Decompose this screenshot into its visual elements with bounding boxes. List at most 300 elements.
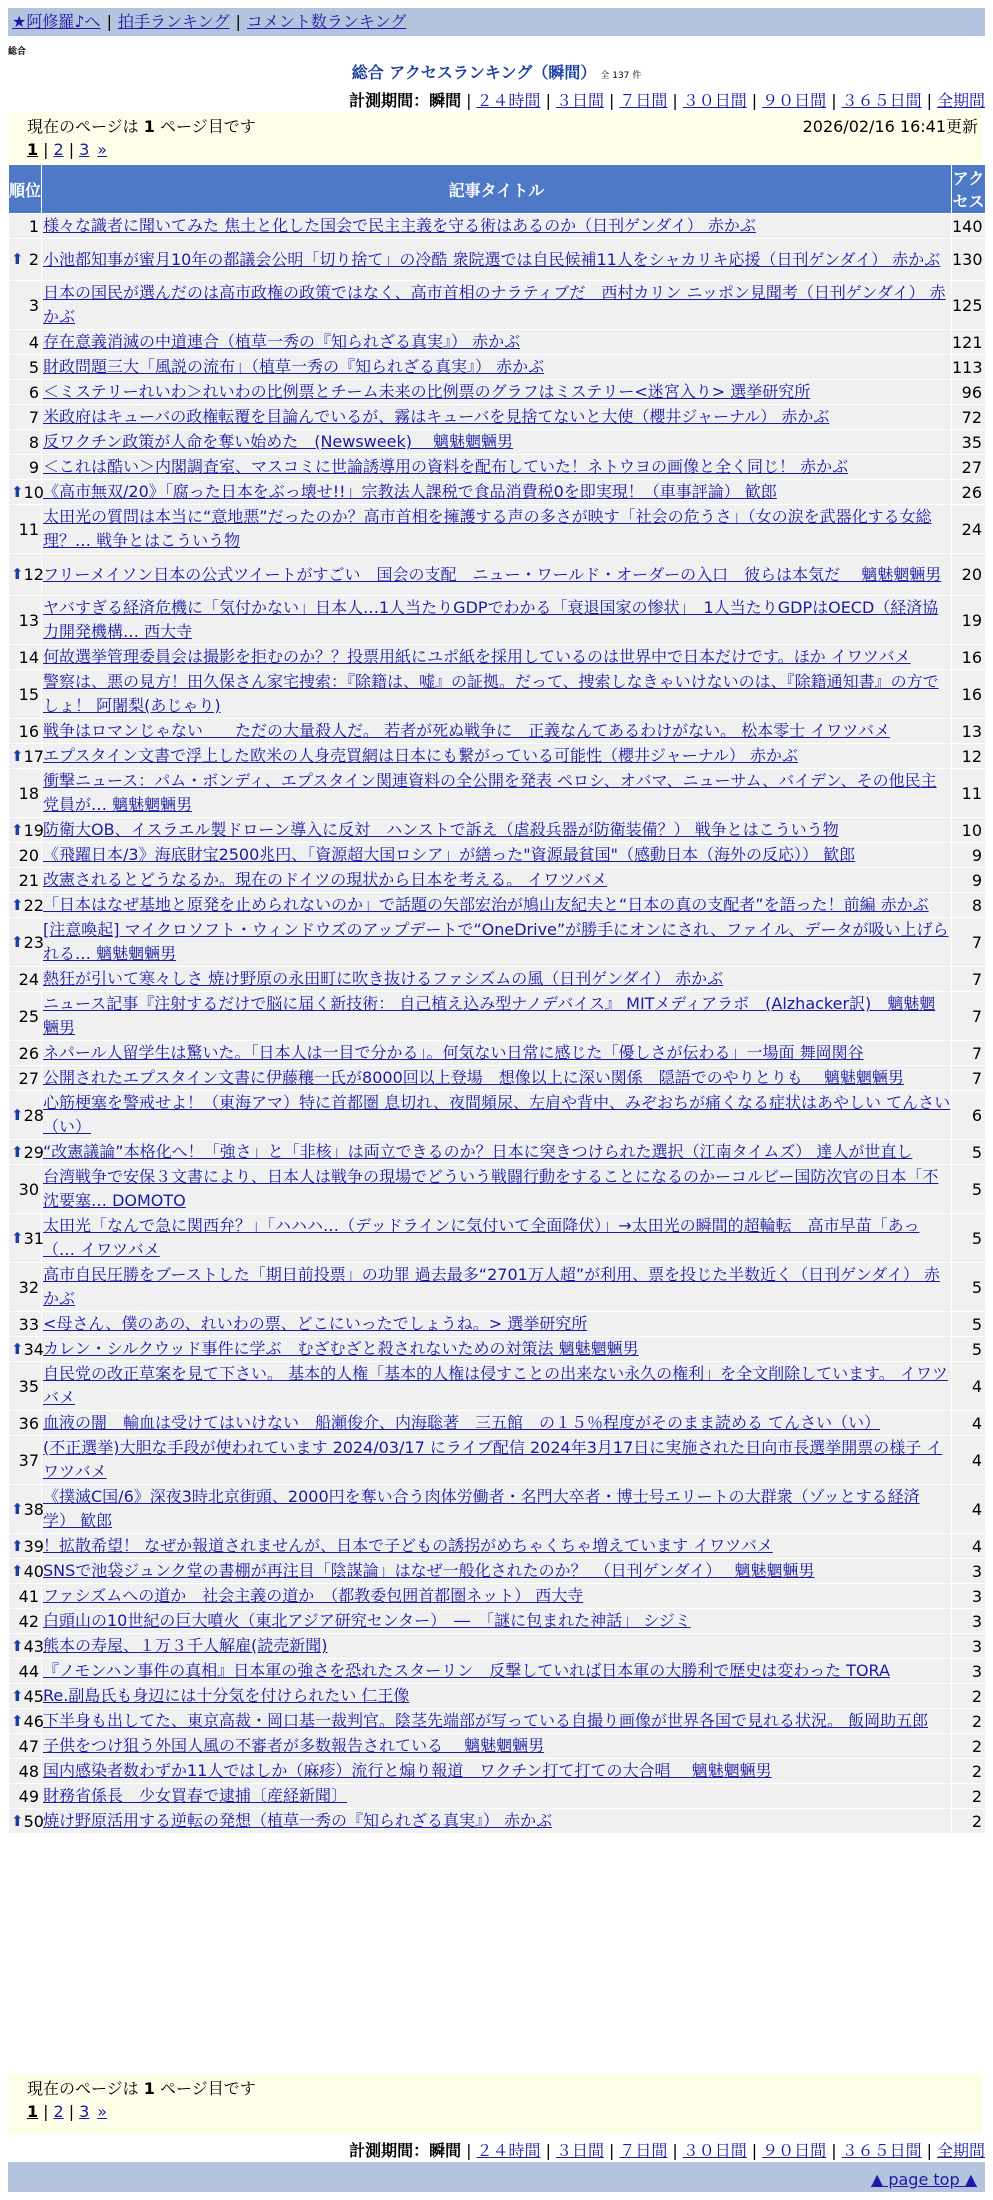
rank-cell xyxy=(9,645,42,670)
rank-cell xyxy=(9,1584,42,1609)
table-row xyxy=(9,1809,986,1834)
access-count: 2 xyxy=(952,1809,986,1834)
count-header: アクセス xyxy=(952,165,986,214)
separator: | xyxy=(608,91,615,110)
rank-cell xyxy=(9,1784,42,1809)
rank-number: 6 xyxy=(28,382,39,402)
page-link-current: 1 xyxy=(27,140,39,159)
article-title-link[interactable]: 米政府はキューバの政権転覆を目論んでいるが、霧はキューバを見捨てないと大使（櫻井ジャーナル） 赤かぶ xyxy=(43,407,830,426)
rank-number: 1 xyxy=(28,216,39,236)
separator: | xyxy=(926,91,932,110)
page-links xyxy=(27,140,107,159)
access-count: 4 xyxy=(952,1436,986,1485)
rank-header: 順位 xyxy=(9,165,42,214)
table-row xyxy=(9,868,986,893)
period-label: 計測期間： xyxy=(349,91,430,110)
table-row xyxy=(9,1559,986,1584)
rank-up-arrow-icon: ⬆ xyxy=(11,820,24,839)
access-count: 5 xyxy=(952,1140,986,1165)
article-title-link[interactable]: 熊本の寿屋、１万３千人解雇(読売新聞) xyxy=(43,1636,328,1655)
rank-number: 17 xyxy=(23,746,44,766)
title-cell xyxy=(42,1734,952,1759)
access-count: 5 xyxy=(952,1337,986,1362)
article-title-link[interactable]: 小池都知事が蜜月10年の都議会公明「切り捨て」の冷酷 衆院選では自民候補11人をシャカリキ応援（日刊ゲンダイ） 赤かぶ xyxy=(43,249,941,269)
article-title-link[interactable]: ファシズムへの道か 社会主義の道か （都教委包囲首都圏ネット） 西大寺 xyxy=(43,1586,584,1605)
article-title-link[interactable]: 太田光の質問は本当に“意地悪”だったのか？高市首相を擁護する声の多さが映す「社会の危うさ」（女の涙を武器化する女総理？… 戦争とはこういう物 xyxy=(43,507,932,550)
rank-up-arrow-icon: ⬆ xyxy=(11,1686,24,1705)
article-title-link[interactable]: Re.副島氏も身辺には十分気を付けられたい 仁王像 xyxy=(43,1686,410,1705)
period-link[interactable]: ９０日間 xyxy=(762,2141,827,2160)
article-title-link[interactable]: 改憲されるとどうなるか。現在のドイツの現状から日本を考える。 イワツバメ xyxy=(43,870,607,889)
period-selector-bottom xyxy=(349,2138,985,2161)
comment-ranking-link[interactable]: コメント数ランキング xyxy=(246,12,407,31)
table-row xyxy=(9,1609,986,1634)
title-cell xyxy=(42,1559,952,1584)
access-count: 16 xyxy=(952,645,986,670)
title-cell xyxy=(42,1214,952,1263)
article-title-link[interactable]: フリーメイソン日本の公式ツイートがすごい 国会の支配 ニュー・ワールド・オーダーの入口 彼らは本気だ 魑魅魍魎男 xyxy=(43,564,942,584)
page-top-link[interactable]: ▲ page top ▲ xyxy=(870,2170,977,2189)
rank-number: 24 xyxy=(18,969,39,989)
article-title-link[interactable]: “改憲議論”本格化へ！「強さ」と「非核」は両立できるのか？日本に突きつけられた選択（江南タイムズ） 達人が世直し xyxy=(43,1142,913,1161)
rank-number: 49 xyxy=(18,1786,39,1806)
rank-number: 28 xyxy=(23,1105,44,1125)
article-title-link[interactable]: SNSで池袋ジュンク堂の書棚が再注目「陰謀論」はなぜ一般化されたのか？ （日刊ゲンダイ） 魑魅魍魎男 xyxy=(43,1561,815,1580)
current-page-number: 1 xyxy=(143,117,155,136)
title-cell xyxy=(42,918,952,967)
table-row xyxy=(9,1091,986,1140)
rank-cell xyxy=(9,893,42,918)
table-row xyxy=(9,1214,986,1263)
rank-up-arrow-icon: ⬆ xyxy=(11,932,24,951)
article-title-link[interactable]: (不正選挙)大胆な手段が使われています 2024/03/17 にライブ配信 2024年3月17日に実施された日向市長選挙開票の様子 イワツバメ xyxy=(43,1438,943,1481)
page-link[interactable]: 2 xyxy=(53,140,64,159)
title-cell xyxy=(42,505,952,554)
separator: | xyxy=(43,140,49,159)
article-title-link[interactable]: 『ノモンハン事件の真相』日本軍の強さを恐れたスターリン 反撃していれば日本軍の大勝利で歴史は変わった TORA xyxy=(43,1661,890,1680)
table-row xyxy=(9,330,986,355)
rank-up-arrow-icon: ⬆ xyxy=(11,1561,24,1580)
access-count: 4 xyxy=(952,1411,986,1436)
rank-number: 46 xyxy=(23,1711,44,1731)
rank-up-arrow-icon: ⬆ xyxy=(11,1536,24,1555)
article-title-link[interactable]: 《撲滅C国/6》深夜3時北京街頭、2000円を奪い合う肉体労働者・名門大卒者・博士号エリートの大群衆（ゾッとする経済学） 歓郎 xyxy=(43,1487,920,1530)
rank-up-arrow-icon: ⬆ xyxy=(11,1811,24,1830)
rank-cell xyxy=(9,1337,42,1362)
rank-cell xyxy=(9,1534,42,1559)
period-link[interactable]: ２４時間 xyxy=(476,2141,541,2160)
rank-cell xyxy=(9,1759,42,1784)
article-title-link[interactable]: ＜ミステリーれいわ＞れいわの比例票とチーム未来の比例票のグラフはミステリー<迷宮入り> 選挙研究所 xyxy=(43,382,811,401)
rank-number: 12 xyxy=(23,565,44,584)
rank-up-arrow-icon: ⬆ xyxy=(11,1228,24,1247)
access-count: 3 xyxy=(952,1584,986,1609)
rank-cell xyxy=(9,1709,42,1734)
article-title-link[interactable]: 存在意義消滅の中道連合（植草一秀の『知られざる真実』） 赤かぶ xyxy=(43,332,521,351)
rank-number: 4 xyxy=(28,332,39,352)
title-cell xyxy=(42,843,952,868)
total-count: 全 137 件 xyxy=(600,71,642,81)
table-row xyxy=(9,355,986,380)
rank-number: 13 xyxy=(18,610,39,630)
rank-cell xyxy=(9,1559,42,1584)
article-title-link[interactable]: ニュース記事『注射するだけで脳に届く新技術： 自己植え込み型ナノデバイス』 MITメディアラボ (Alzhacker訳) 魑魅魍魎男 xyxy=(43,994,936,1037)
table-row xyxy=(9,1534,986,1559)
period-link[interactable]: 全期間 xyxy=(936,2141,985,2160)
article-title-link[interactable]: 防衛大OB、イスラエル製ドローン導入に反対 ハンストで訴え（虐殺兵器が防衛装備？） 戦争とはこういう物 xyxy=(43,820,839,839)
table-row xyxy=(9,281,986,330)
separator: | xyxy=(608,2141,615,2160)
separator: | xyxy=(68,2102,75,2121)
article-title-link[interactable]: 子供をつけ狙う外国人風の不審者が多数報告されている 魑魅魍魎男 xyxy=(43,1736,545,1755)
top-nav-bar: ★阿修羅♪へ | 拍手ランキング | コメント数ランキング xyxy=(8,8,985,36)
article-title-link[interactable]: <母さん、僕のあの、れいわの票、どこにいったでしょうね。> 選挙研究所 xyxy=(43,1314,588,1333)
table-row xyxy=(9,818,986,843)
article-title-link[interactable]: [注意喚起] マイクロソフト・ウィンドウズのアップデートで“OneDrive”が勝手にオンにされ、ファイル、データが吸い上げられる… 魑魅魍魎男 xyxy=(43,920,949,963)
title-cell xyxy=(42,554,952,596)
title-cell xyxy=(42,1659,952,1684)
rank-number: 23 xyxy=(23,932,44,952)
access-count: 5 xyxy=(952,1165,986,1214)
rank-cell xyxy=(9,1066,42,1091)
rank-up-arrow-icon: ⬆ xyxy=(11,895,24,914)
title-cell xyxy=(42,1140,952,1165)
page-link[interactable]: 3 xyxy=(79,2102,90,2121)
access-count: 6 xyxy=(952,1091,986,1140)
article-title-link[interactable]: 国内感染者数わずか11人ではしか（麻疹）流行と煽り報道 ワクチン打て打ての大合唱 魑魅魍魎男 xyxy=(43,1761,772,1780)
access-count: 4 xyxy=(952,1362,986,1411)
table-row xyxy=(9,430,986,455)
access-count: 26 xyxy=(952,480,986,505)
table-row xyxy=(9,843,986,868)
table-row xyxy=(9,1784,986,1809)
article-title-link[interactable]: 公開されたエプスタイン文書に伊藤穰一氏が8000回以上登場 想像以上に深い関係 隠語でのやりとりも 魑魅魍魎男 xyxy=(43,1068,904,1087)
rank-number: 37 xyxy=(18,1450,39,1470)
access-count: 24 xyxy=(952,505,986,554)
period-link[interactable]: ３日間 xyxy=(555,91,604,110)
home-link[interactable]: ★阿修羅♪へ xyxy=(12,12,101,31)
rank-cell xyxy=(9,868,42,893)
table-row xyxy=(9,554,986,596)
table-row xyxy=(9,719,986,744)
article-title-link[interactable]: ネパール人留学生は驚いた。「日本人は一目で分かる」。何気ない日常に感じた「優しさが伝わる」一場面 舞岡関谷 xyxy=(43,1043,864,1062)
rank-number: 47 xyxy=(18,1736,39,1756)
title-cell xyxy=(42,1485,952,1534)
article-title-link[interactable]: 《高市無双/20》「腐った日本をぶっ壊せ!!」宗教法人課税で食品消費税0を即実現！（車事評論） 歓郎 xyxy=(43,482,777,501)
title-header: 記事タイトル xyxy=(42,165,952,214)
title-cell xyxy=(42,1091,952,1140)
access-count: 19 xyxy=(952,596,986,645)
access-count: 7 xyxy=(952,1066,986,1091)
rank-number: 15 xyxy=(18,684,39,704)
period-link[interactable]: 全期間 xyxy=(936,91,985,110)
table-row xyxy=(9,1759,986,1784)
access-count: 13 xyxy=(952,719,986,744)
rank-cell xyxy=(9,480,42,505)
article-title-link[interactable]: 日本の国民が選んだのは高市政権の政策ではなく、高市首相のナラティブだ 西村カリン ニッポン見聞考（日刊ゲンダイ） 赤かぶ xyxy=(43,283,946,326)
rank-number: 45 xyxy=(23,1686,44,1706)
page-link-current: 1 xyxy=(27,2102,39,2121)
table-row xyxy=(9,1411,986,1436)
article-title-link[interactable]: エプスタイン文書で浮上した欧米の人身売買網は日本にも繋がっている可能性（櫻井ジャーナル） 赤かぶ xyxy=(43,746,799,765)
title-cell xyxy=(42,1534,952,1559)
article-title-link[interactable]: 太田光「なんで急に関西弁？」「ハハハ…（デッドラインに気付いて全面降伏）」→太田光の瞬間的超輪転 高市早苗「あっ（… イワツバメ xyxy=(43,1216,920,1259)
rank-cell xyxy=(9,719,42,744)
table-row xyxy=(9,769,986,818)
access-count: 8 xyxy=(952,893,986,918)
title-cell xyxy=(42,1066,952,1091)
separator: | xyxy=(751,91,758,110)
clap-ranking-link[interactable]: 拍手ランキング xyxy=(117,12,230,31)
access-count: 7 xyxy=(952,992,986,1041)
access-count: 2 xyxy=(952,1684,986,1709)
rank-cell xyxy=(9,380,42,405)
title-cell xyxy=(42,281,952,330)
access-count: 27 xyxy=(952,455,986,480)
ranking-table xyxy=(8,164,986,1834)
article-title-link[interactable]: 下半身も出してた、東京高裁・岡口基一裁判官。陰茎先端部が写っている自撮り画像が世界各国で見れる状況。 飯岡助五郎 xyxy=(43,1711,929,1730)
separator: | xyxy=(466,2141,472,2160)
rank-cell xyxy=(9,405,42,430)
period-link[interactable]: ３０日間 xyxy=(682,91,747,110)
title-cell xyxy=(42,480,952,505)
table-row xyxy=(9,405,986,430)
separator: | xyxy=(672,2141,678,2160)
title-cell xyxy=(42,239,952,281)
access-count: 11 xyxy=(952,769,986,818)
rank-cell xyxy=(9,1041,42,1066)
title-cell xyxy=(42,818,952,843)
next-page-link[interactable]: » xyxy=(97,2102,108,2121)
rank-cell xyxy=(9,1659,42,1684)
rank-cell xyxy=(9,455,42,480)
article-title-link[interactable]: 様々な識者に聞いてみた 焦土と化した国会で民主主義を守る術はあるのか（日刊ゲンダイ） 赤かぶ xyxy=(43,216,756,235)
access-count: 130 xyxy=(952,239,986,281)
article-title-link[interactable]: ヤバすぎる経済危機に「気付かない」日本人…1人当たりGDPでわかる「衰退国家の惨状」 1人当たりGDPはOECD（経済協力開発機構… 西大寺 xyxy=(43,598,939,641)
rank-number: 8 xyxy=(28,432,39,452)
rank-number: 2 xyxy=(28,250,39,269)
period-link[interactable]: ９０日間 xyxy=(762,91,827,110)
table-row xyxy=(9,918,986,967)
table-row xyxy=(9,893,986,918)
rank-cell xyxy=(9,1263,42,1312)
rank-number: 30 xyxy=(18,1179,39,1199)
access-count: 9 xyxy=(952,868,986,893)
article-title-link[interactable]: 台湾戦争で安保３文書により、日本人は戦争の現場でどういう戦闘行動をすることになるのかーコルビー国防次官の日本「不沈要塞… DOMOTO xyxy=(43,1167,939,1210)
page-title: 総合 アクセスランキング（瞬間） 全 137 件 xyxy=(351,63,642,82)
rank-cell xyxy=(9,918,42,967)
article-title-link[interactable]: ！拡散希望！ なぜか報道されませんが、日本で子どもの誘拐がめちゃくちゃ増えています イワツバメ xyxy=(43,1536,773,1555)
title-cell xyxy=(42,330,952,355)
rank-cell xyxy=(9,818,42,843)
article-title-link[interactable]: 高市自民圧勝をブーストした「期日前投票」の功罪 過去最多“2701万人超”が利用、票を投じた半数近く（日刊ゲンダイ） 赤かぶ xyxy=(43,1265,940,1308)
access-count: 113 xyxy=(952,355,986,380)
rank-number: 32 xyxy=(18,1277,39,1297)
access-count: 4 xyxy=(952,1485,986,1534)
table-row xyxy=(9,380,986,405)
period-link[interactable]: ３０日間 xyxy=(682,2141,747,2160)
article-title-link[interactable]: 財政問題三大「風説の流布」（植草一秀の『知られざる真実』） 赤かぶ xyxy=(43,357,545,376)
rank-number: 9 xyxy=(28,457,39,477)
current-page-text: 現在のページは 1 ページ目です xyxy=(27,2079,256,2098)
rank-up-arrow-icon: ⬆ xyxy=(11,482,24,501)
table-row xyxy=(9,1734,986,1759)
title-cell xyxy=(42,645,952,670)
access-count: 5 xyxy=(952,1263,986,1312)
rank-cell xyxy=(9,1362,42,1411)
rank-number: 26 xyxy=(18,1043,39,1063)
table-row xyxy=(9,1684,986,1709)
rank-up-arrow-icon: ⬆ xyxy=(11,1636,24,1655)
period-link[interactable]: ２４時間 xyxy=(476,91,541,110)
rank-number: 41 xyxy=(18,1586,39,1606)
table-row xyxy=(9,1634,986,1659)
article-title-link[interactable]: 血液の闇 輸血は受けてはいけない 船瀬俊介、内海聡著 三五館 の１５％程度がそのまま読める てんさい（い） xyxy=(43,1413,881,1432)
title-cell xyxy=(42,1362,952,1411)
rank-number: 48 xyxy=(18,1761,39,1781)
rank-number: 22 xyxy=(23,895,44,915)
access-count: 2 xyxy=(952,1759,986,1784)
access-count: 7 xyxy=(952,1041,986,1066)
title-cell xyxy=(42,455,952,480)
table-row xyxy=(9,1312,986,1337)
title-cell xyxy=(42,670,952,719)
updated-time: 2026/02/16 16:41更新 xyxy=(802,117,978,136)
rank-number: 42 xyxy=(18,1611,39,1631)
article-title-link[interactable]: 心筋梗塞を警戒せよ！（東海アマ）特に首都圏 息切れ、夜間頻尿、左肩や背中、みぞおちが痛くなる症状はあやしい てんさい（い） xyxy=(43,1093,951,1136)
article-title-link[interactable]: 《飛躍日本/3》海底財宝2500兆円、「資源超大国ロシア」が繕った"資源最貧国"（感動日本（海外の反応）） 歓郎 xyxy=(43,845,856,864)
rank-up-arrow-icon: ⬆ xyxy=(11,1499,24,1518)
title-cell xyxy=(42,1759,952,1784)
article-title-link[interactable]: カレン・シルクウッド事件に学ぶ むざむざと殺されないための対策法 魑魅魍魎男 xyxy=(43,1339,639,1358)
table-row xyxy=(9,1165,986,1214)
period-link[interactable]: ７日間 xyxy=(619,2141,668,2160)
rank-number: 18 xyxy=(18,783,39,803)
rank-number: 40 xyxy=(23,1561,44,1581)
article-title-link[interactable]: 警察は、悪の見方！田久保さん家宅捜索：『除籍は、嘘』の証拠。だって、捜索しなきゃいけないのは、『除籍通知書』の方でしょ！ 阿闍梨(あじゃり) xyxy=(43,672,939,715)
current-page-number: 1 xyxy=(143,2079,155,2098)
access-count: 2 xyxy=(952,1709,986,1734)
page-links xyxy=(27,2102,107,2121)
period-link[interactable]: ３６５日間 xyxy=(841,91,922,110)
rank-cell xyxy=(9,1312,42,1337)
period-link[interactable]: ７日間 xyxy=(619,91,668,110)
access-count: 3 xyxy=(952,1634,986,1659)
title-cell xyxy=(42,967,952,992)
access-count: 7 xyxy=(952,967,986,992)
table-row xyxy=(9,1709,986,1734)
table-row xyxy=(9,1485,986,1534)
access-count: 3 xyxy=(952,1609,986,1634)
rank-cell xyxy=(9,670,42,719)
rank-number: 16 xyxy=(18,721,39,741)
title-cell xyxy=(42,769,952,818)
rank-cell xyxy=(9,505,42,554)
article-title-link[interactable]: 反ワクチン政策が人命を奪い始めた (Newsweek) 魑魅魍魎男 xyxy=(43,432,514,451)
separator: | xyxy=(43,2102,49,2121)
title-cell xyxy=(42,380,952,405)
article-title-link[interactable]: 「日本はなぜ基地と原発を止められないのか」で話題の矢部宏治が鳩山友紀夫と“日本の真の支配者”を語った！前編 赤かぶ xyxy=(43,895,929,914)
table-row xyxy=(9,505,986,554)
article-title-link[interactable]: 焼け野原活用する逆転の発想（植草一秀の『知られざる真実』） 赤かぶ xyxy=(43,1811,553,1830)
current-page-text: 現在のページは 1 ページ目です xyxy=(27,117,256,136)
title-cell xyxy=(42,1584,952,1609)
article-title-link[interactable]: 財務省係長 少女買春で逮捕〔産経新聞〕 xyxy=(43,1786,348,1805)
access-count: 2 xyxy=(952,1784,986,1809)
title-cell xyxy=(42,1337,952,1362)
rank-cell xyxy=(9,1091,42,1140)
separator: | xyxy=(545,91,551,110)
access-count: 5 xyxy=(952,1214,986,1263)
access-count: 10 xyxy=(952,818,986,843)
period-link[interactable]: ３６５日間 xyxy=(841,2141,922,2160)
article-title-link[interactable]: 何故選挙管理委員会は撮影を拒むのか？？投票用紙にユポ紙を採用しているのは世界中で日本だけです。ほか イワツバメ xyxy=(43,647,911,666)
rank-up-arrow-icon: ⬆ xyxy=(11,1142,24,1161)
title-cell xyxy=(42,214,952,239)
separator: | xyxy=(831,2141,837,2160)
rank-number: 7 xyxy=(28,407,39,427)
table-row xyxy=(9,480,986,505)
article-title-link[interactable]: ＜これは酷い＞内閣調査室、マスコミに世論誘導用の資料を配布していた！ネトウヨの画像と全く同じ！ 赤かぶ xyxy=(43,457,849,476)
page-link[interactable]: 2 xyxy=(53,2102,64,2121)
title-cell xyxy=(42,1634,952,1659)
rank-cell xyxy=(9,1609,42,1634)
title-cell xyxy=(42,744,952,769)
table-row xyxy=(9,670,986,719)
period-selector xyxy=(349,88,985,111)
rank-number: 21 xyxy=(18,870,39,890)
access-count: 3 xyxy=(952,1559,986,1584)
title-cell xyxy=(42,596,952,645)
rank-number: 31 xyxy=(23,1228,44,1248)
table-row xyxy=(9,967,986,992)
period-link[interactable]: ３日間 xyxy=(555,2141,604,2160)
article-title-link[interactable]: 自民党の改正草案を見て下さい。 基本的人権「基本的人権は侵すことの出来ない永久の権利」を全文削除しています。 イワツバメ xyxy=(43,1364,948,1407)
rank-cell xyxy=(9,1734,42,1759)
table-row xyxy=(9,1362,986,1411)
access-count: 96 xyxy=(952,380,986,405)
access-count: 7 xyxy=(952,918,986,967)
separator: | xyxy=(926,2141,932,2160)
rank-cell xyxy=(9,1809,42,1834)
table-row xyxy=(9,1263,986,1312)
article-title-link[interactable]: 白頭山の10世紀の巨大噴火（東北アジア研究センター） ― 「謎に包まれた神話」 シジミ xyxy=(43,1611,691,1630)
access-count: 16 xyxy=(952,670,986,719)
access-count: 12 xyxy=(952,744,986,769)
rank-up-arrow-icon: ⬆ xyxy=(11,1711,24,1730)
rank-number: 20 xyxy=(18,845,39,865)
rank-cell xyxy=(9,843,42,868)
article-title-link[interactable]: 熱狂が引いて寒々しさ 焼け野原の永田町に吹き抜けるファシズムの風（日刊ゲンダイ） 赤かぶ xyxy=(43,969,724,988)
rank-cell xyxy=(9,1411,42,1436)
title-cell xyxy=(42,430,952,455)
rank-cell xyxy=(9,1436,42,1485)
rank-cell xyxy=(9,1140,42,1165)
article-title-link[interactable]: 衝撃ニュース：パム・ボンディ、エプスタイン関連資料の全公開を発表 ペロシ、オバマ、ニューサム、バイデン、その他民主党員が… 魑魅魍魎男 xyxy=(43,771,937,814)
table-row xyxy=(9,744,986,769)
rank-cell xyxy=(9,430,42,455)
table-row xyxy=(9,596,986,645)
rank-up-arrow-icon: ⬆ xyxy=(11,250,24,268)
next-page-link[interactable]: » xyxy=(97,140,108,159)
access-count: 72 xyxy=(952,405,986,430)
footer-bar xyxy=(8,2162,985,2192)
title-cell xyxy=(42,355,952,380)
article-title-link[interactable]: 戦争はロマンじゃない ただの大量殺人だ。 若者が死ぬ戦争に 正義なんてあるわけがない。 松本零士 イワツバメ xyxy=(43,721,890,740)
rank-cell xyxy=(9,967,42,992)
title-cell xyxy=(42,1709,952,1734)
page-link[interactable]: 3 xyxy=(79,140,90,159)
